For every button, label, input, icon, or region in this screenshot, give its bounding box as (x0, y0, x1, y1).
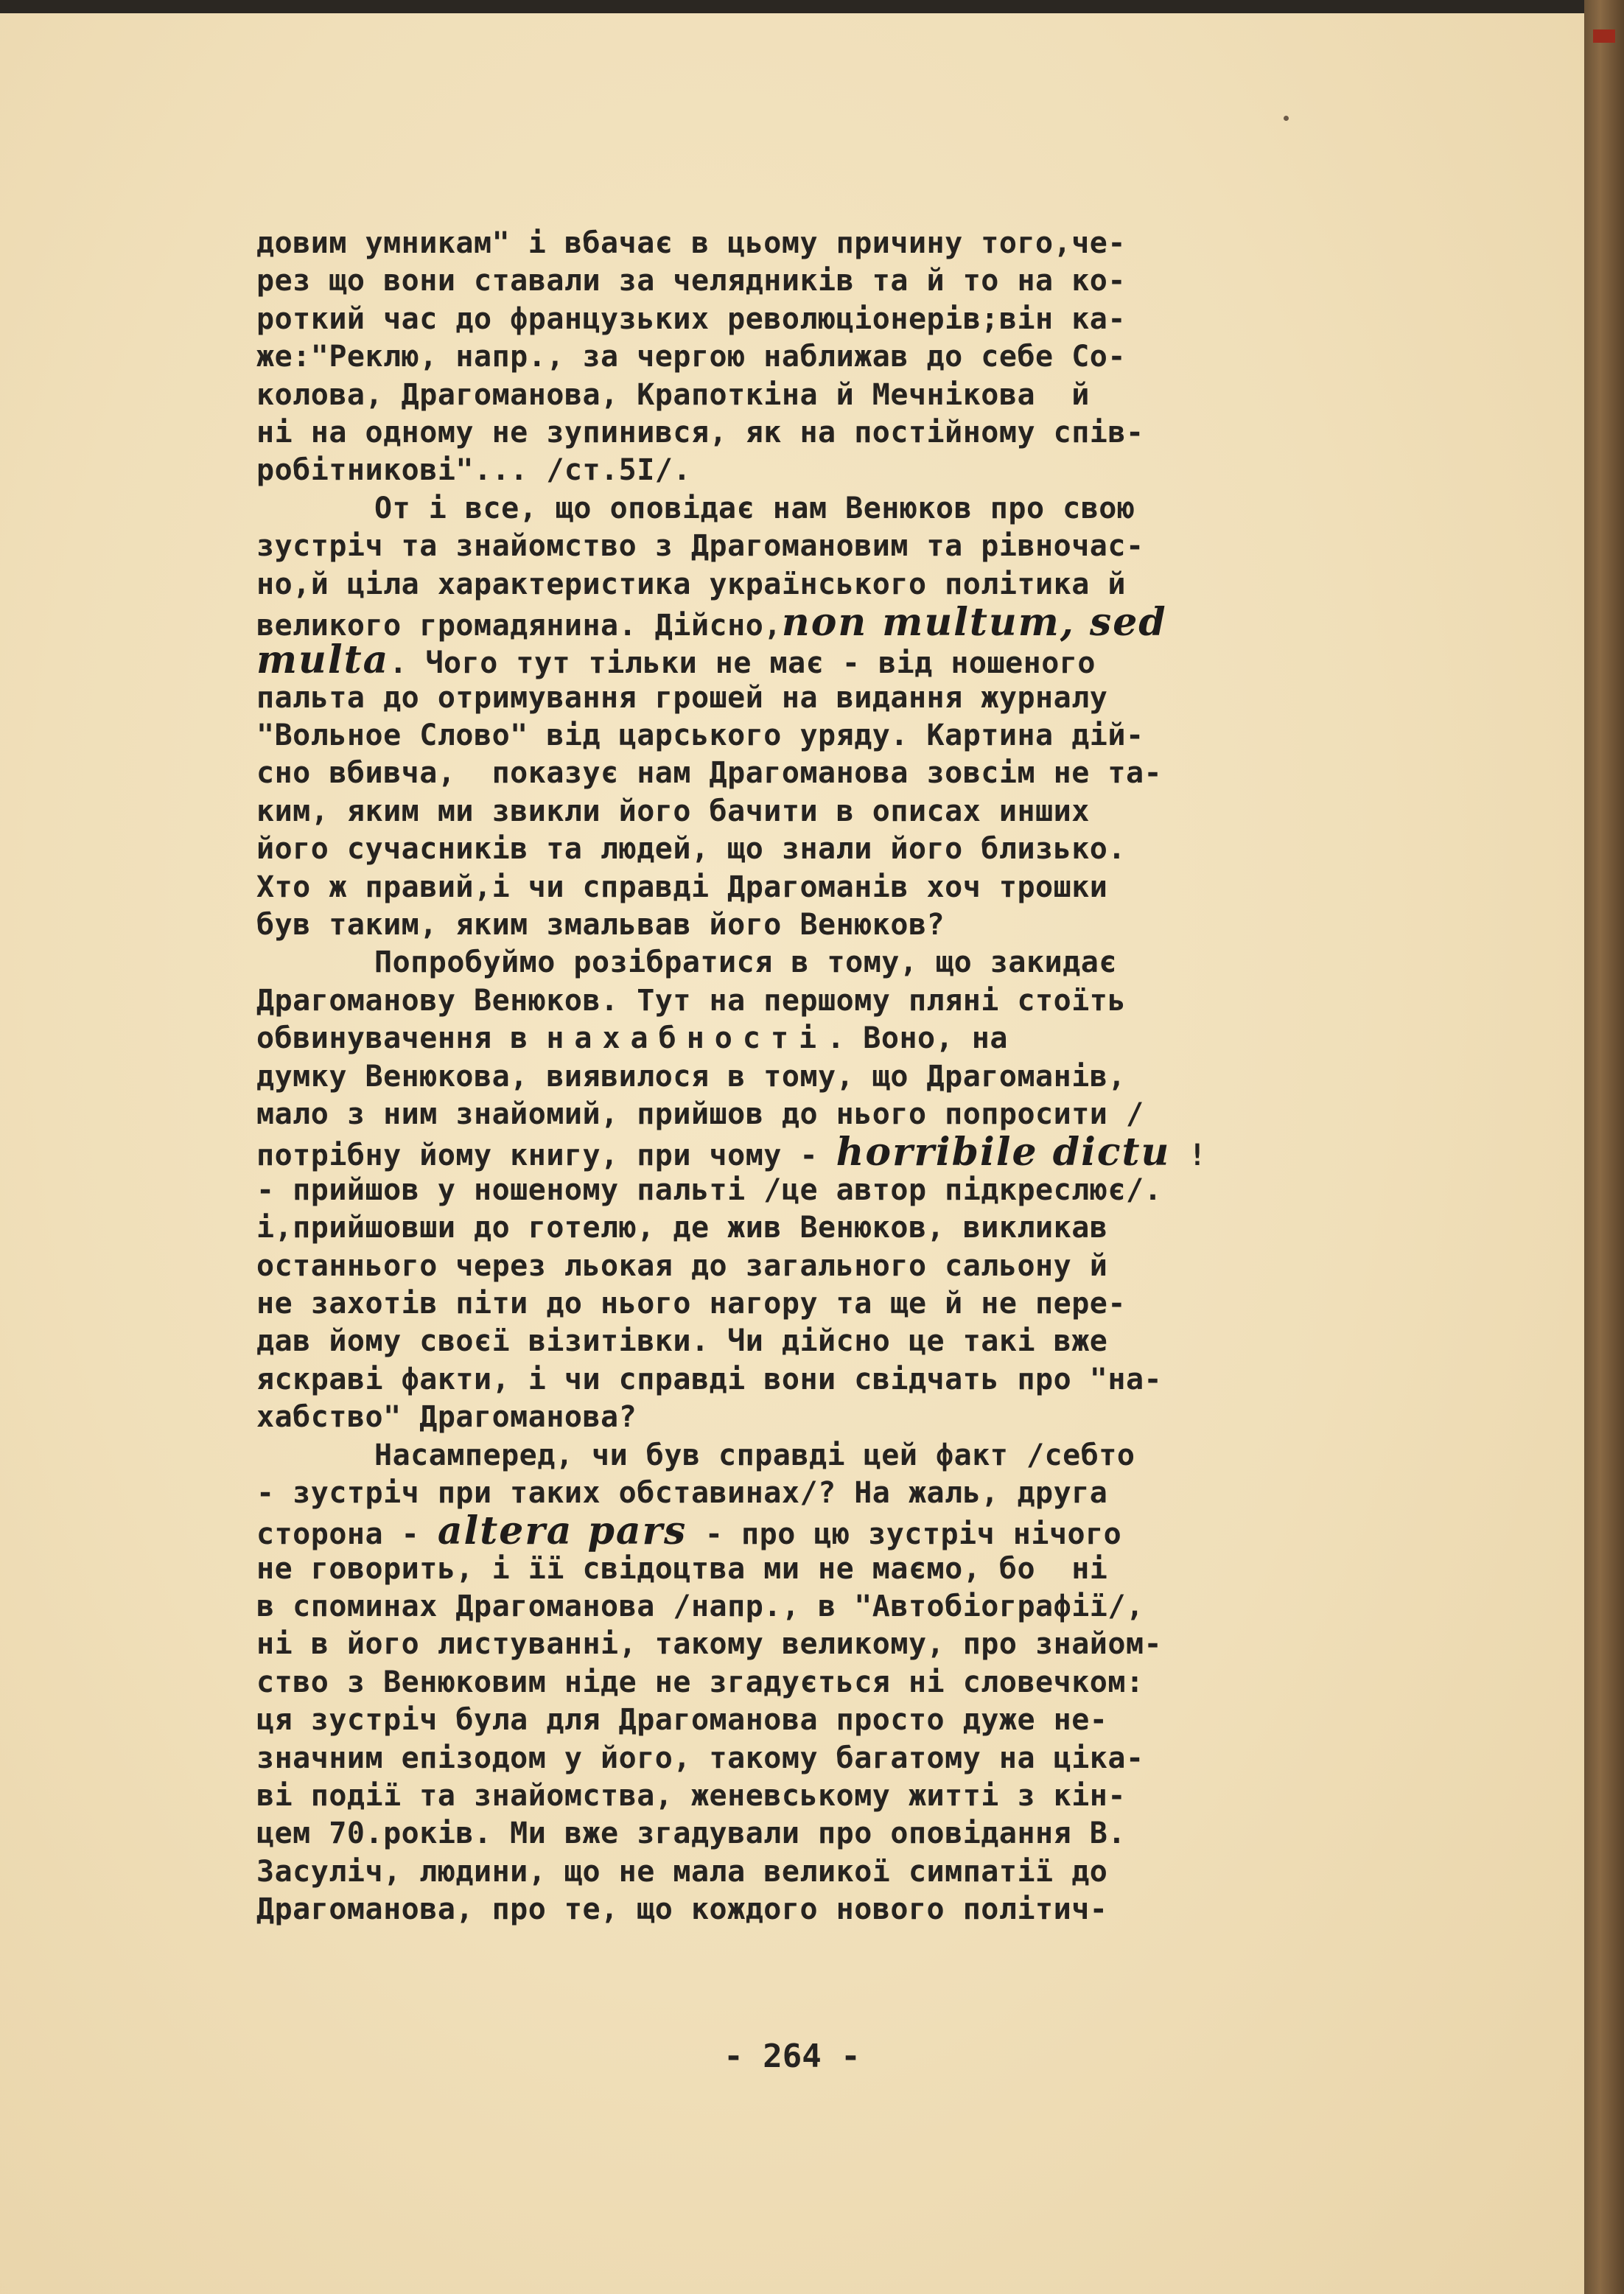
book-edge (1584, 0, 1624, 2294)
handwritten-latin: non multum, sed (781, 599, 1167, 645)
text-line: останнього через льокая до загального сальону й (256, 1248, 1108, 1283)
text-segment: великого громадянина. Дійсно, (256, 608, 782, 643)
text-line: "Вольное Слово" від царського уряду. Картина дій- (256, 718, 1144, 753)
text-line (256, 1020, 1480, 1057)
text-line: довим умникам" і вбачає в цьому причину того,че- (256, 226, 1126, 260)
text-line: ство з Венюковим ніде не згадується ні словечком: (256, 1665, 1144, 1699)
text-line: Драгоманова, про те, що кождого нового політич- (256, 1892, 1108, 1927)
text-line: його сучасників та людей, що знали його близько. (256, 832, 1126, 867)
text-line: ця зустріч була для Драгоманова просто дуже не- (256, 1703, 1108, 1738)
text-line: в споминах Драгоманова /напр., в "Автобіографії/, (256, 1590, 1144, 1624)
text-line: і,прийшовши до готелю, де жив Венюков, викликав (256, 1211, 1108, 1245)
text-line: - прийшов у ношеному пальті /це автор підкреслює/. (256, 1172, 1163, 1207)
text-line: не говорить, і її свідоцтва ми не маємо, бо ні (256, 1551, 1108, 1586)
text-line: рез що вони ставали за челядників та й то на ко- (256, 264, 1126, 298)
text-segment: - про цю зустріч нічого (687, 1517, 1122, 1552)
text-segment: потрібну йому книгу, при чому - (256, 1139, 836, 1173)
edge-mark (1593, 29, 1615, 43)
text-line: не захотів піти до нього нагору та ще й не пере- (256, 1286, 1126, 1321)
handwritten-latin: altera pars (437, 1508, 687, 1554)
text-line: ким, яким ми звикли його бачити в описах инших (256, 794, 1090, 828)
handwritten-latin: horribile dictu (836, 1130, 1171, 1175)
text-line: же:"Реклю, напр., за чергою наближав до себе Со- (256, 340, 1126, 374)
text-line: Попробуймо розібратися в тому, що закидає (374, 945, 1117, 980)
text-line (256, 1508, 1480, 1554)
text-line: хабство" Драгоманова? (256, 1400, 637, 1435)
text-segment: . Чого тут тільки не має - від ношеного (389, 646, 1096, 681)
text-line: сно вбивча, показує нам Драгоманова зовсім не та- (256, 756, 1163, 791)
text-line: робітникові"... /ст.5І/. (256, 453, 691, 488)
text-segment: . Воно, на (827, 1021, 1008, 1056)
text-line: ні на одному не зупинився, як на постійному спів- (256, 415, 1144, 450)
text-line: був таким, яким змальвав його Венюков? (256, 908, 945, 943)
handwritten-latin: multa (256, 637, 390, 683)
text-line (256, 599, 1480, 645)
text-line: но,й ціла характеристика українського політика й (256, 567, 1126, 601)
text-line: зустріч та знайомство з Драгомановим та рівночас- (256, 529, 1144, 564)
text-line: От і все, що оповідає нам Венюков про свою (374, 491, 1135, 525)
text-line: ві події та знайомства, женевському житті з кін- (256, 1779, 1126, 1814)
spaced-emphasis: нахабності (546, 1021, 827, 1056)
text-segment: сторона - (256, 1517, 438, 1552)
text-line: Хто ж правий,і чи справді Драгоманів хоч трошки (256, 870, 1108, 904)
text-line: цем 70.років. Ми вже згадували про оповідання В. (256, 1816, 1126, 1851)
text-line: роткий час до французьких революціонерів;він ка- (256, 301, 1126, 336)
text-line: Насамперед, чи був справді цей факт /себто (374, 1438, 1135, 1472)
text-line: ні в його листуванні, такому великому, про знайом- (256, 1627, 1163, 1662)
text-line: думку Венюкова, виявилося в тому, що Драгоманів, (256, 1059, 1126, 1094)
text-line: значним епізодом у його, такому багатому на ціка- (256, 1741, 1144, 1775)
text-line: пальта до отримування грошей на видання журналу (256, 680, 1108, 715)
text-line: - зустріч при таких обставинах/? На жаль, друга (256, 1475, 1108, 1510)
text-line: мало з ним знайомий, прийшов до нього попросити / (256, 1097, 1144, 1131)
body-text (256, 225, 1480, 1929)
text-line: Драгоманову Венюков. Тут на першому пляні стоїть (256, 983, 1126, 1018)
text-line (256, 1130, 1480, 1175)
text-line: колова, Драгоманова, Крапоткіна й Мечнікова й (256, 377, 1090, 412)
text-segment: ! (1170, 1139, 1207, 1173)
ink-dot (1284, 116, 1289, 121)
text-line: дав йому своєї візитівки. Чи дійсно це такі вже (256, 1324, 1108, 1359)
text-segment: обвинувачення в (256, 1021, 547, 1056)
text-line: Засуліч, людини, що не мала великої симпатії до (256, 1854, 1108, 1889)
text-line: яскраві факти, і чи справді вони свідчать про "на- (256, 1362, 1163, 1396)
text-line (256, 637, 1480, 683)
page-number: - 264 - (724, 2038, 861, 2075)
